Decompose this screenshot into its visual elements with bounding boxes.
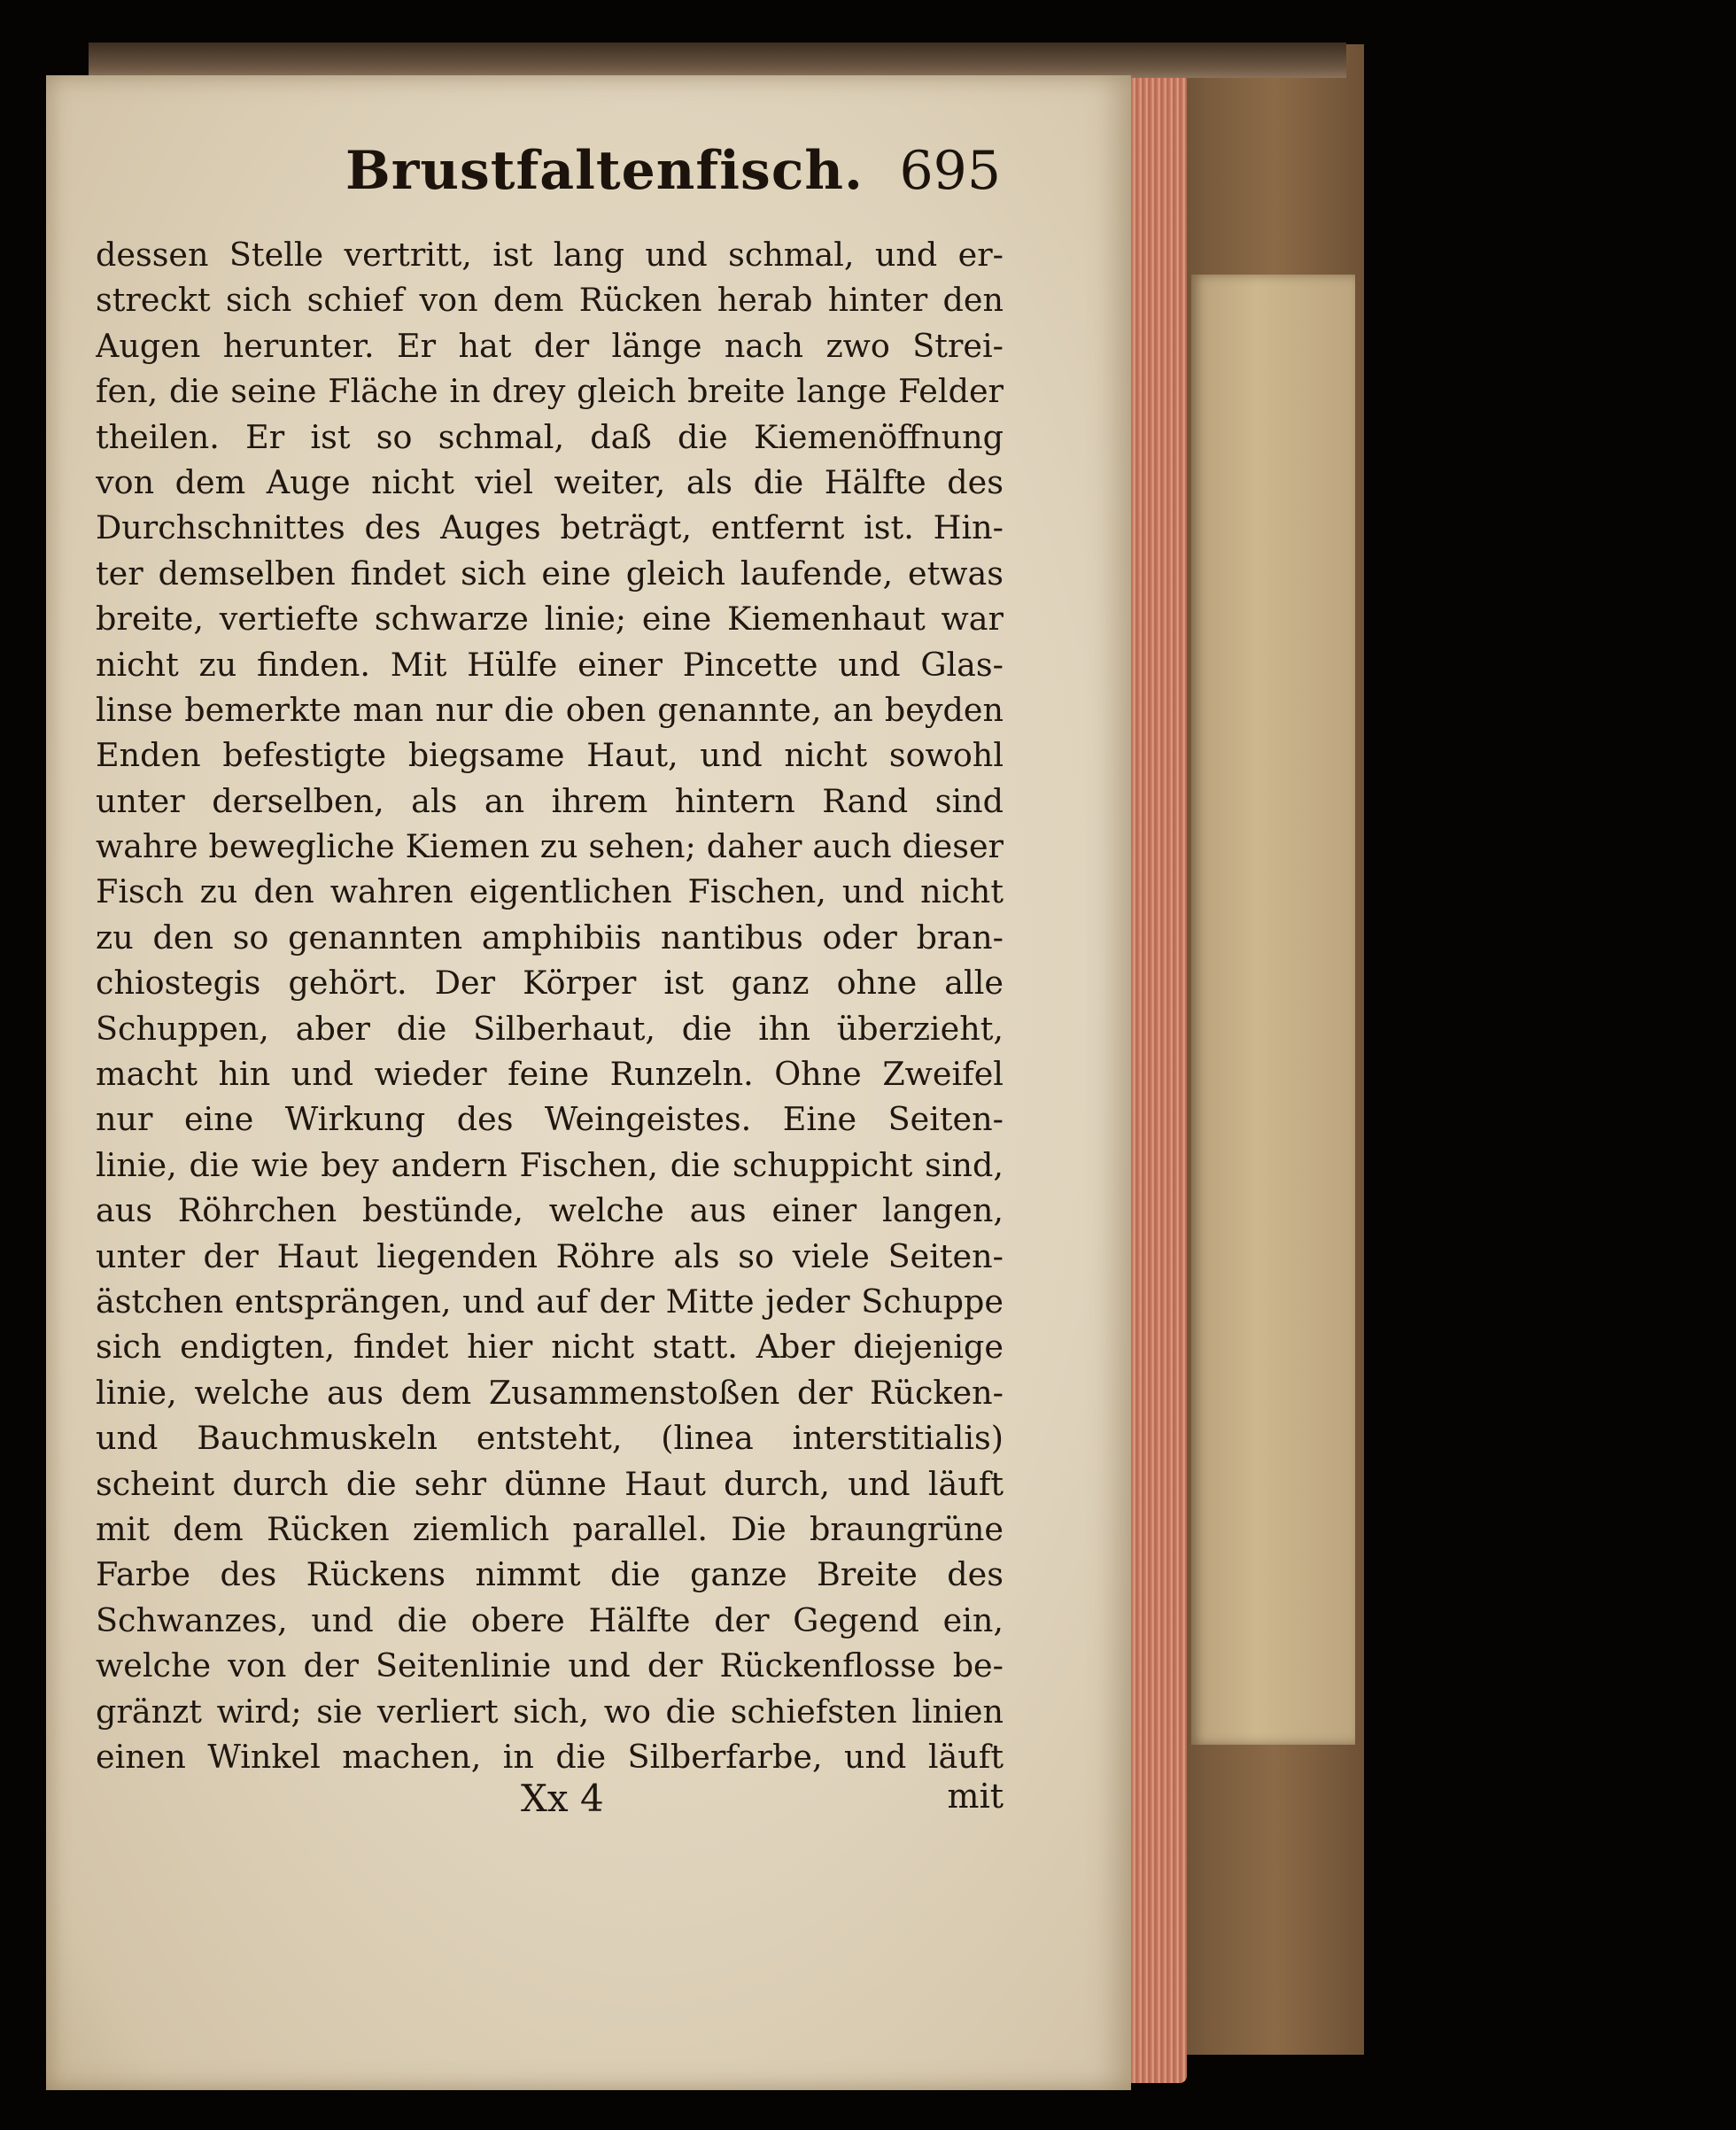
text-line: theilen. Er ist so schmal, daß die Kiemenöffnung — [96, 417, 1004, 456]
signature-mark: Xx 4 — [521, 1777, 604, 1820]
page-number: 695 — [899, 140, 1001, 202]
text-line: scheint durch die sehr dünne Haut durch, und läuft — [96, 1464, 1004, 1503]
text-line: Augen herunter. Er hat der länge nach zwo Strei- — [96, 326, 1004, 365]
text-line: Fisch zu den wahren eigentlichen Fischen, und nicht — [96, 872, 1004, 911]
running-head: Brustfaltenfisch. — [345, 140, 864, 202]
text-line: zu den so genannten amphibiis nantibus oder bran- — [96, 918, 1004, 957]
page-footer — [96, 1777, 1004, 1830]
text-line: und Bauchmuskeln entsteht, (linea interstitialis) — [96, 1419, 1004, 1458]
text-line: linie, die wie bey andern Fischen, die schuppicht sind, — [96, 1145, 1004, 1184]
body-text — [96, 232, 1004, 1779]
text-line: aus Röhrchen bestünde, welche aus einer langen, — [96, 1191, 1004, 1230]
text-line: dessen Stelle vertritt, ist lang und schmal, und er- — [96, 236, 1004, 274]
text-line: nicht zu finden. Mit Hülfe einer Pincette und Glas- — [96, 645, 1004, 684]
catchword: mit — [947, 1777, 1004, 1816]
text-line: unter der Haut liegenden Röhre als so viele Seiten- — [96, 1236, 1004, 1275]
text-line: ter demselben findet sich eine gleich laufende, etwas — [96, 554, 1004, 593]
text-line: von dem Auge nicht viel weiter, als die Hälfte des — [96, 462, 1004, 501]
text-line: Schwanzes, und die obere Hälfte der Gegend ein, — [96, 1600, 1004, 1639]
text-line: linie, welche aus dem Zusammenstoßen der Rücken- — [96, 1373, 1004, 1412]
text-line: ästchen entsprängen, und auf der Mitte jeder Schuppe — [96, 1282, 1004, 1321]
text-line: Farbe des Rückens nimmt die ganze Breite des — [96, 1555, 1004, 1594]
text-line: wahre bewegliche Kiemen zu sehen; daher auch dieser — [96, 827, 1004, 866]
text-line: unter derselben, als an ihrem hintern Rand sind — [96, 781, 1004, 820]
text-line: mit dem Rücken ziemlich parallel. Die braungrüne — [96, 1509, 1004, 1548]
text-line: einen Winkel machen, in die Silberfarbe, und läuft — [96, 1737, 1004, 1776]
text-line: gränzt wird; sie verliert sich, wo die schiefsten linien — [96, 1692, 1004, 1731]
text-line: breite, vertiefte schwarze linie; eine Kiemenhaut war — [96, 600, 1004, 639]
text-line: nur eine Wirkung des Weingeistes. Eine Seiten- — [96, 1100, 1004, 1139]
text-line: Schuppen, aber die Silberhaut, die ihn überzieht, — [96, 1009, 1004, 1048]
cover-board — [1191, 275, 1355, 1745]
text-line: fen, die seine Fläche in drey gleich breite lange Felder — [96, 372, 1004, 411]
text-line: linse bemerkte man nur die oben genannte, an beyden — [96, 690, 1004, 729]
page-header — [345, 133, 1001, 213]
text-line: macht hin und wieder feine Runzeln. Ohne Zweifel — [96, 1055, 1004, 1094]
text-line: sich endigten, findet hier nicht statt. Aber diejenige — [96, 1328, 1004, 1367]
text-line: streckt sich schief von dem Rücken herab hinter den — [96, 281, 1004, 320]
text-line: chiostegis gehört. Der Körper ist ganz ohne alle — [96, 964, 1004, 1003]
text-line: Enden befestigte biegsame Haut, und nicht sowohl — [96, 736, 1004, 775]
text-line: welche von der Seitenlinie und der Rückenflosse be- — [96, 1646, 1004, 1685]
page-top-edge — [89, 43, 1346, 78]
text-line: Durchschnittes des Auges beträgt, entfernt ist. Hin- — [96, 508, 1004, 547]
